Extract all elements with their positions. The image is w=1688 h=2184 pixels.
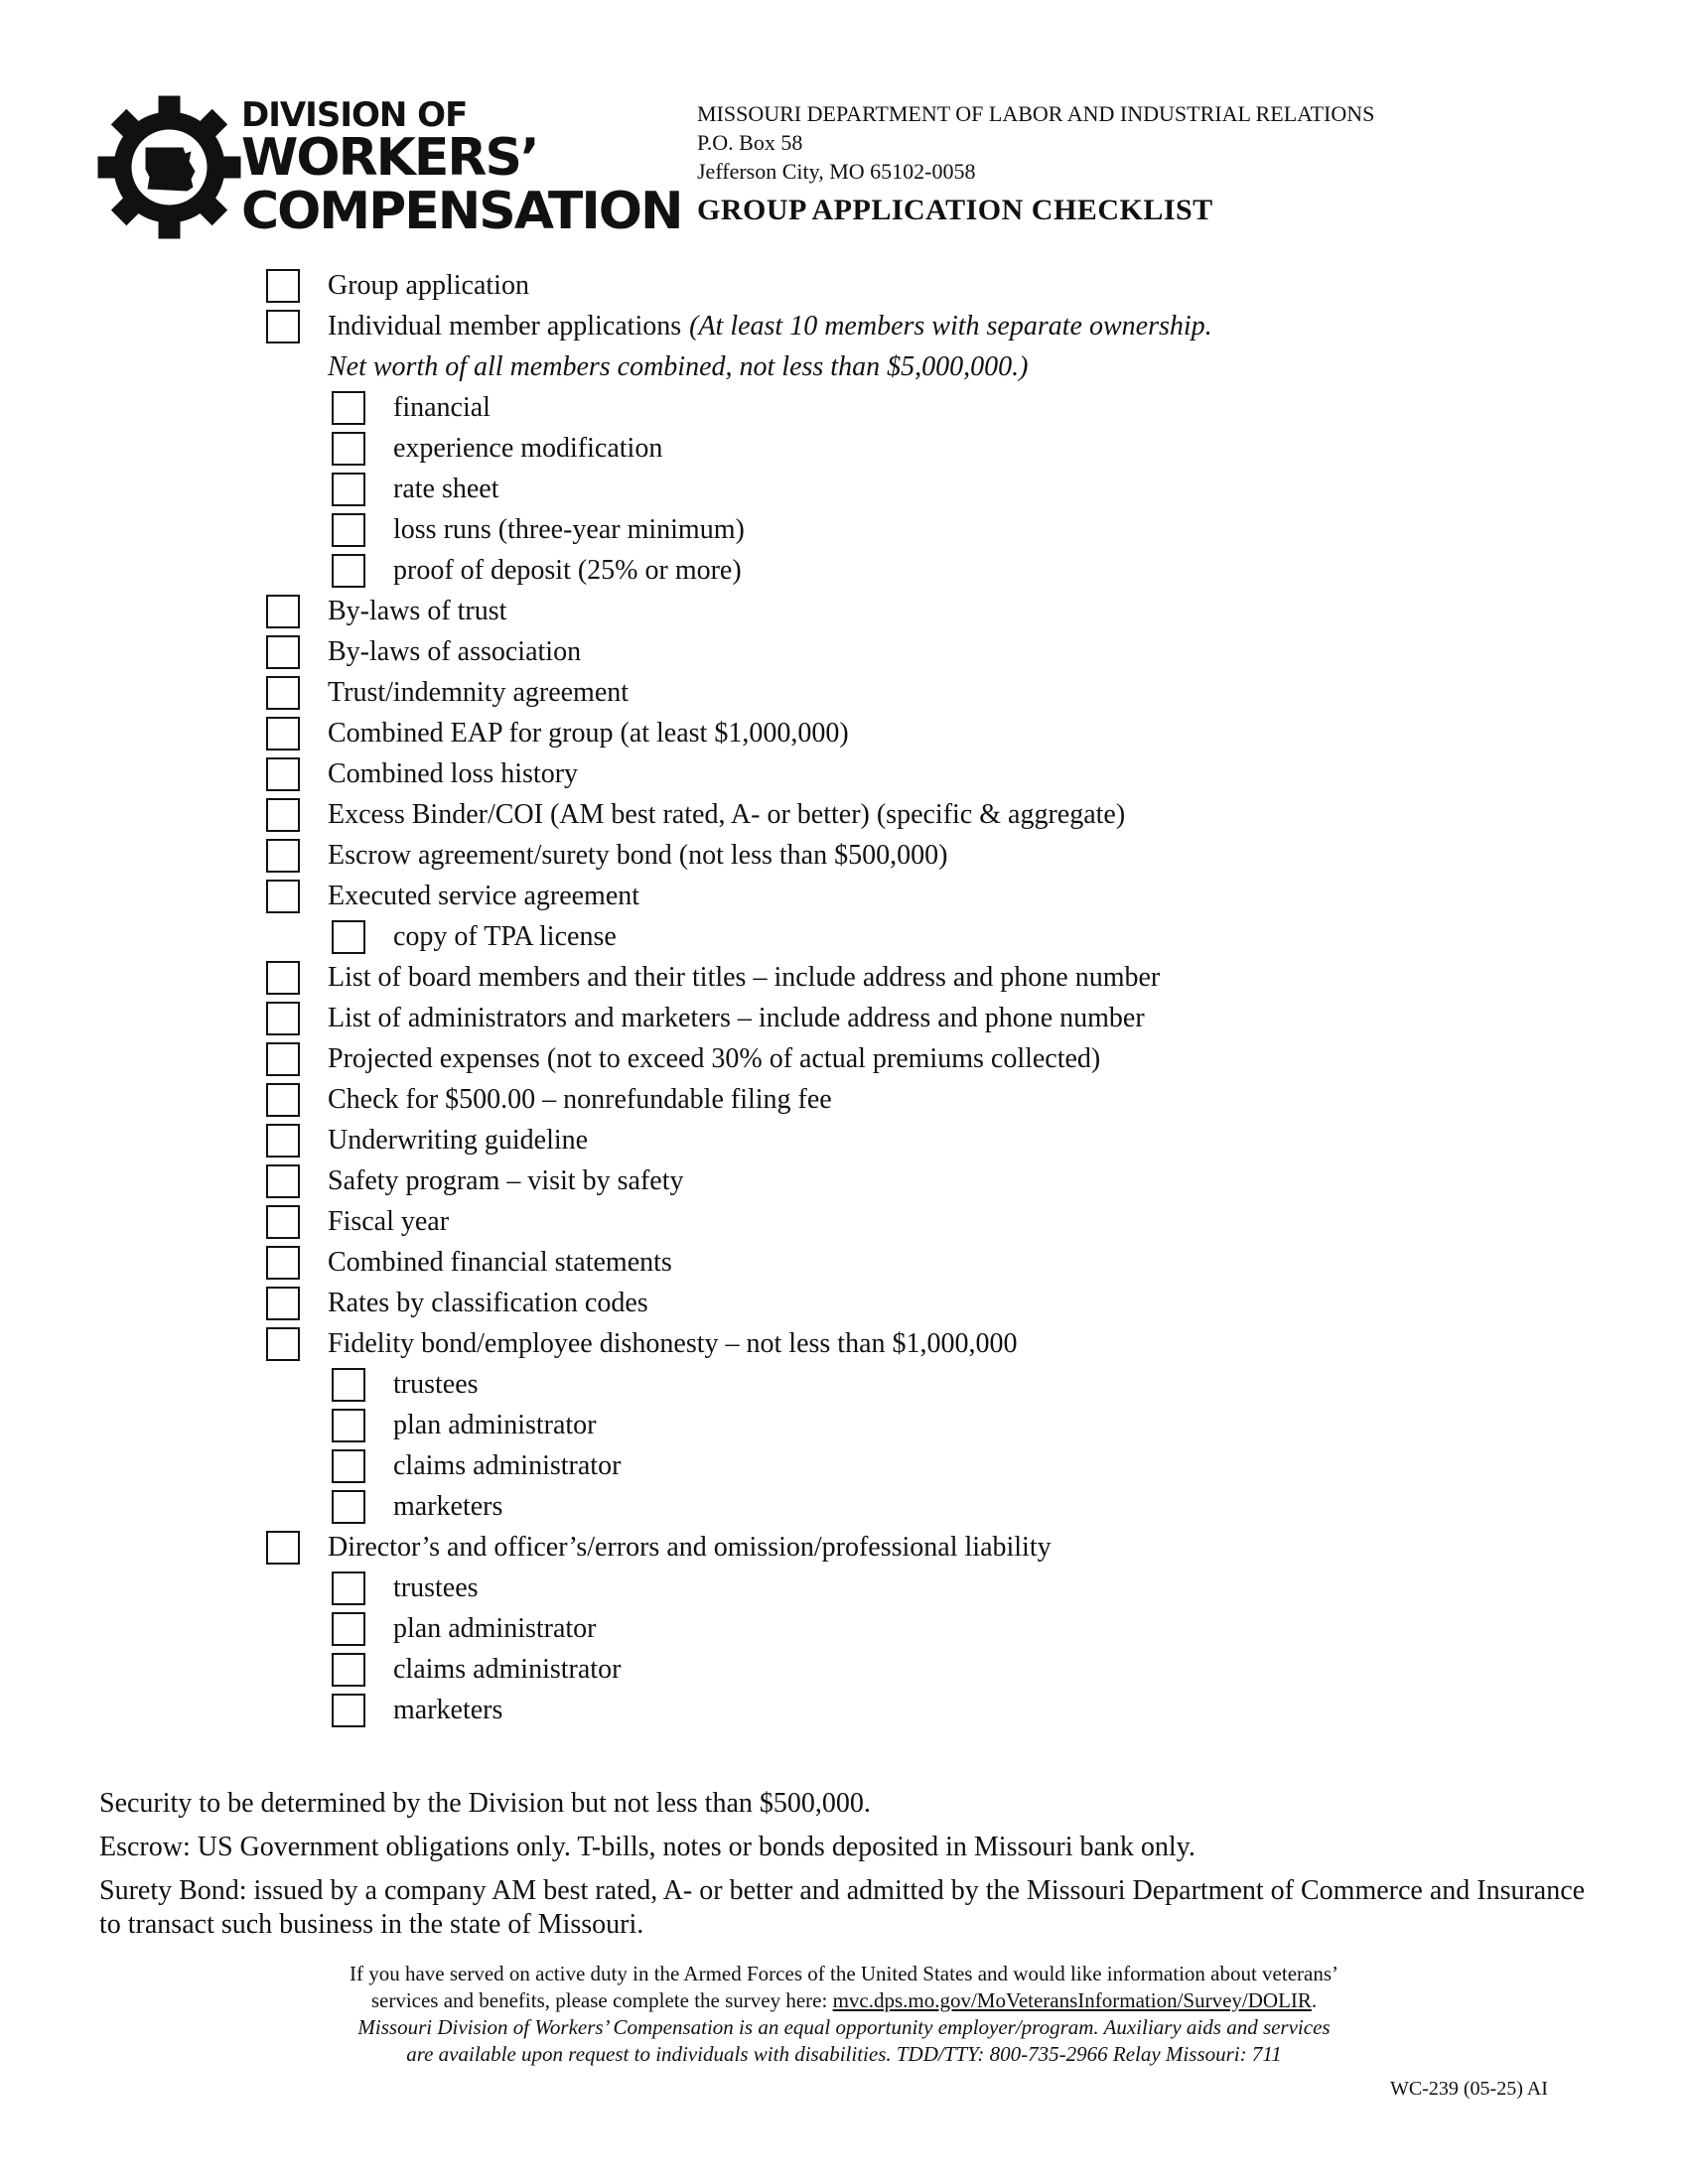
checkbox[interactable] <box>266 1205 300 1239</box>
checkbox[interactable] <box>332 513 365 547</box>
item-note: (At least 10 members with separate ownership. <box>689 311 1212 341</box>
item-label: Group application <box>328 270 529 301</box>
checklist-item <box>266 1284 648 1323</box>
division-logo <box>97 95 682 241</box>
requirements-notes <box>99 1787 1609 1952</box>
checklist-subitem <box>332 1446 621 1486</box>
checklist-item <box>266 1243 672 1283</box>
checklist-item <box>266 307 1212 346</box>
checklist-subitem <box>332 470 499 509</box>
item-label: By-laws of trust <box>328 596 507 626</box>
checkbox[interactable] <box>266 310 300 343</box>
checkbox[interactable] <box>332 1571 365 1605</box>
item-label: financial <box>393 392 491 423</box>
checkbox[interactable] <box>266 880 300 913</box>
item-label: claims administrator <box>393 1654 622 1685</box>
checklist-item <box>266 1121 588 1160</box>
checkbox[interactable] <box>266 1531 300 1565</box>
eeo-line-2: are available upon request to individuals with disabilities. TDD/TTY: 800-735-2966 Relay Missouri: 711 <box>406 2042 1282 2066</box>
checklist-item <box>266 1080 832 1120</box>
item-label: loss runs (three-year minimum) <box>393 514 745 545</box>
item-label: copy of TPA license <box>393 921 617 952</box>
checkbox[interactable] <box>266 1083 300 1117</box>
item-label: By-laws of association <box>328 636 582 667</box>
checkbox[interactable] <box>332 1653 365 1687</box>
item-label: Excess Binder/COI (AM best rated, A- or better) (specific & aggregate) <box>328 799 1126 830</box>
item-label: Fiscal year <box>328 1206 450 1237</box>
checkbox[interactable] <box>266 595 300 628</box>
checkbox[interactable] <box>332 1409 365 1442</box>
checklist-item <box>266 1161 683 1201</box>
checklist-item <box>266 958 1160 998</box>
item-label: proof of deposit (25% or more) <box>393 555 742 586</box>
form-number: WC-239 (05-25) AI <box>1390 2078 1548 2100</box>
item-label: Projected expenses (not to exceed 30% of actual premiums collected) <box>328 1043 1101 1074</box>
checkbox[interactable] <box>266 1287 300 1320</box>
veterans-line-1: If you have served on active duty in the Armed Forces of the United States and would like information about veterans’ <box>349 1962 1339 1985</box>
checklist-item <box>266 632 581 672</box>
checklist-subitem <box>332 429 662 469</box>
checkbox[interactable] <box>266 269 300 303</box>
item-label: plan administrator <box>393 1410 597 1440</box>
checklist-subitem <box>332 1365 479 1405</box>
survey-link[interactable]: mvc.dps.mo.gov/MoVeteransInformation/Survey/DOLIR <box>832 1988 1312 2012</box>
security-note: Security to be determined by the Division but not less than $500,000. <box>99 1788 871 1819</box>
checklist-item <box>266 999 1145 1038</box>
checklist-item <box>266 877 639 916</box>
veterans-period: . <box>1311 1988 1318 2012</box>
checklist-subitem <box>332 1650 621 1690</box>
checklist-item <box>266 1202 449 1242</box>
item-label: Individual member applications <box>328 311 682 341</box>
checkbox[interactable] <box>266 717 300 751</box>
checkbox[interactable] <box>266 1246 300 1280</box>
item-label: plan administrator <box>393 1613 597 1644</box>
checklist-item <box>266 795 1125 835</box>
footer <box>199 1961 1489 2068</box>
department-name: MISSOURI DEPARTMENT OF LABOR AND INDUSTRIAL RELATIONS <box>697 101 1375 126</box>
checkbox[interactable] <box>332 391 365 425</box>
checkbox[interactable] <box>266 757 300 791</box>
checklist-item <box>266 836 947 876</box>
checklist-subitem <box>332 1691 502 1730</box>
logo-line-3: COMPENSATION <box>241 182 682 241</box>
item-label: claims administrator <box>393 1450 622 1481</box>
checklist-item <box>266 266 529 306</box>
item-label: Fidelity bond/employee dishonesty – not less than $1,000,000 <box>328 1328 1018 1359</box>
checklist-item <box>266 592 506 631</box>
checkbox[interactable] <box>266 1164 300 1198</box>
checkbox[interactable] <box>332 554 365 588</box>
item-label: experience modification <box>393 433 663 464</box>
checkbox[interactable] <box>332 1694 365 1727</box>
checklist-item <box>266 754 578 794</box>
item-label: List of board members and their titles – include address and phone number <box>328 962 1161 993</box>
checkbox[interactable] <box>266 839 300 873</box>
item-label: Combined financial statements <box>328 1247 672 1278</box>
checklist-item <box>266 673 629 713</box>
checkbox[interactable] <box>332 920 365 954</box>
checkbox[interactable] <box>266 1002 300 1035</box>
item-label: marketers <box>393 1695 503 1725</box>
checkbox[interactable] <box>332 473 365 506</box>
item-label: Trust/indemnity agreement <box>328 677 630 708</box>
checklist-note-line <box>328 347 1028 387</box>
checkbox[interactable] <box>266 676 300 710</box>
item-label: Rates by classification codes <box>328 1288 648 1318</box>
checkbox[interactable] <box>332 432 365 466</box>
logo-line-1: DIVISION OF <box>241 95 468 135</box>
checklist-subitem <box>332 551 742 591</box>
checklist-subitem <box>332 917 617 957</box>
item-label: Combined loss history <box>328 758 579 789</box>
item-note: Net worth of all members combined, not less than $5,000,000.) <box>328 351 1029 382</box>
checklist-subitem <box>332 1609 597 1649</box>
checklist-subitem <box>332 1569 479 1608</box>
item-label: Underwriting guideline <box>328 1125 589 1156</box>
item-label: trustees <box>393 1572 479 1603</box>
item-label: rate sheet <box>393 474 499 504</box>
checkbox[interactable] <box>332 1490 365 1524</box>
checkbox[interactable] <box>332 1368 365 1402</box>
checklist-subitem <box>332 1406 597 1445</box>
logo-line-2: WORKERS’ <box>241 128 538 188</box>
surety-note: Surety Bond: issued by a company AM best rated, A- or better and admitted by the Missouri Department of Commerce and Insurance to transact such business in the state of Missouri. <box>99 1875 1586 1940</box>
city-address: Jefferson City, MO 65102-0058 <box>697 159 976 184</box>
checklist-item <box>266 1528 1052 1568</box>
item-label: marketers <box>393 1491 503 1522</box>
checkbox[interactable] <box>266 961 300 995</box>
checkbox[interactable] <box>266 635 300 669</box>
checklist-item <box>266 1324 1018 1364</box>
checklist-subitem <box>332 1487 502 1527</box>
checkbox[interactable] <box>266 1042 300 1076</box>
checkbox[interactable] <box>266 798 300 832</box>
escrow-note: Escrow: US Government obligations only. T-bills, notes or bonds deposited in Missouri bank only. <box>99 1832 1196 1862</box>
eeo-line-1: Missouri Division of Workers’ Compensation is an equal opportunity employer/program. Auxiliary aids and services <box>357 2015 1331 2039</box>
gear-missouri-icon <box>97 95 241 239</box>
po-box: P.O. Box 58 <box>697 130 803 155</box>
veterans-line-2 <box>199 1987 1489 2014</box>
checklist-subitem <box>332 510 745 550</box>
item-label: Executed service agreement <box>328 881 640 911</box>
item-label: Director’s and officer’s/errors and omission/professional liability <box>328 1532 1052 1563</box>
item-label: Escrow agreement/surety bond (not less than $500,000) <box>328 840 948 871</box>
letterhead <box>697 99 1591 227</box>
item-label: List of administrators and marketers – include address and phone number <box>328 1003 1145 1033</box>
veterans-text: services and benefits, please complete the survey here: <box>370 1988 828 2012</box>
checklist-item <box>266 1039 1100 1079</box>
checkbox[interactable] <box>332 1449 365 1483</box>
item-label: trustees <box>393 1369 479 1400</box>
item-label: Combined EAP for group (at least $1,000,000) <box>328 718 849 749</box>
item-label: Check for $500.00 – nonrefundable filing fee <box>328 1084 832 1115</box>
checkbox[interactable] <box>266 1327 300 1361</box>
checkbox[interactable] <box>332 1612 365 1646</box>
page-title: GROUP APPLICATION CHECKLIST <box>697 194 1213 226</box>
checklist-subitem <box>332 388 491 428</box>
checklist-item <box>266 714 849 753</box>
checkbox[interactable] <box>266 1124 300 1158</box>
item-label: Safety program – visit by safety <box>328 1165 684 1196</box>
